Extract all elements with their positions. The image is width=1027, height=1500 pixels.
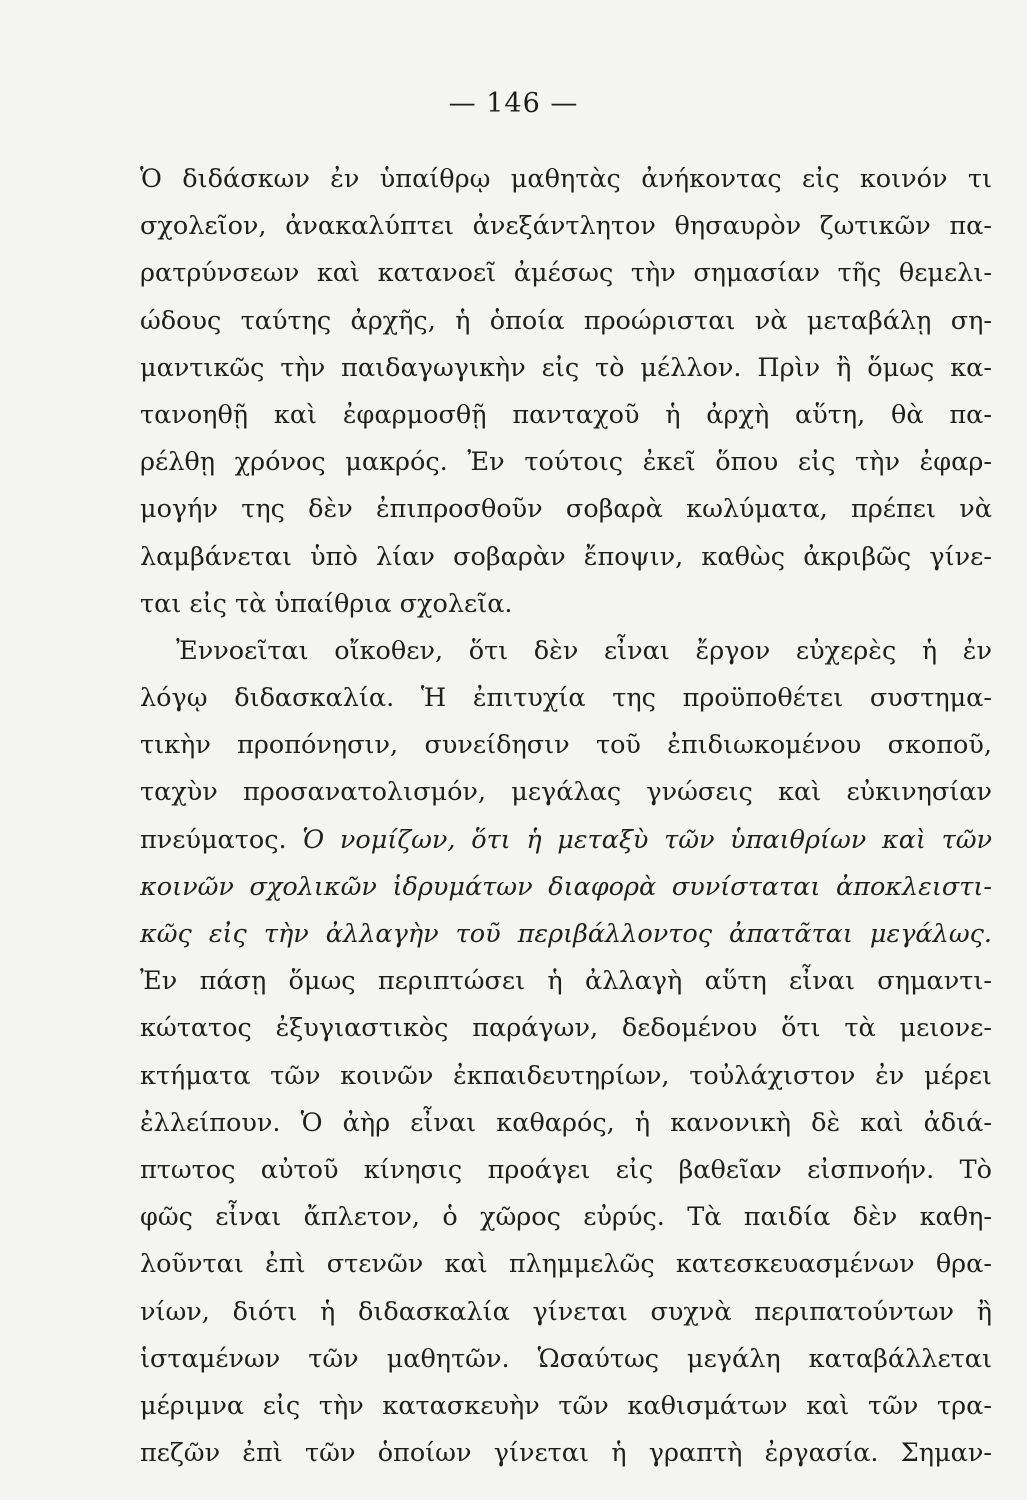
text-line: πνεύματος. Ὁ νομίζων, ὅτι ἡ μεταξὺ τῶν ὑπαιθρίων καὶ τῶν xyxy=(140,824,992,855)
text-line: Ἐννοεῖται οἴκοθεν, ὅτι δὲν εἶναι ἔργον εὐχερὲς ἡ ἐν xyxy=(176,635,992,666)
text-line: Ἐν πάσῃ ὅμως περιπτώσει ἡ ἀλλαγὴ αὕτη εἶναι σημαντι- xyxy=(140,966,992,997)
text-line: πεζῶν ἐπὶ τῶν ὁποίων γίνεται ἡ γραπτὴ ἐργασία. Σημαν- xyxy=(140,1438,992,1469)
text-line: κώτατος ἐξυγιαστικὸς παράγων, δεδομένου ὅτι τὰ μειονε- xyxy=(140,1013,992,1044)
text-line: ἐλλείπουν. Ὁ ἀὴρ εἶναι καθαρός, ἡ κανονικὴ δὲ καὶ ἀδιά- xyxy=(140,1107,992,1138)
text-line: ται εἰς τὰ ὑπαίθρια σχολεῖα. xyxy=(140,588,513,619)
text-line: μαντικῶς τὴν παιδαγωγικὴν εἰς τὸ μέλλον. Πρὶν ἢ ὅμως κα- xyxy=(140,352,992,383)
text-line: ταχὺν προσανατολισμόν, μεγάλας γνώσεις καὶ εὐκινησίαν xyxy=(140,777,992,808)
text-line: τανοηθῇ καὶ ἐφαρμοσθῇ πανταχοῦ ἡ ἀρχὴ αὕτη, θὰ πα- xyxy=(140,399,992,430)
text-line: νίων, διότι ἡ διδασκαλία γίνεται συχνὰ περιπατούντων ἢ xyxy=(140,1296,992,1327)
text-line: λοῦνται ἐπὶ στενῶν καὶ πλημμελῶς κατεσκευασμένων θρα- xyxy=(140,1249,992,1280)
text-line: ρατρύνσεων καὶ κατανοεῖ ἀμέσως τὴν σημασίαν τῆς θεμελι- xyxy=(140,258,992,289)
text-line: ἱσταμένων τῶν μαθητῶν. Ὡσαύτως μεγάλη καταβάλλεται xyxy=(140,1343,992,1374)
page-number: — 146 — xyxy=(448,88,579,119)
body-text xyxy=(140,156,992,1477)
text-line: μογήν της δὲν ἐπιπροσθοῦν σοβαρὰ κωλύματα, πρέπει νὰ xyxy=(140,494,992,525)
text-line: ρέλθῃ χρόνος μακρός. Ἐν τούτοις ἐκεῖ ὅπου εἰς τὴν ἐφαρ- xyxy=(140,447,992,478)
text-line: κῶς εἰς τὴν ἀλλαγὴν τοῦ περιβάλλοντος ἀπατᾶται μεγάλως. xyxy=(140,919,992,949)
text-line: σχολεῖον, ἀνακαλύπτει ἀνεξάντλητον θησαυρὸν ζωτικῶν πα- xyxy=(140,211,992,242)
text-line: ώδους ταύτης ἀρχῆς, ἡ ὁποία προώρισται νὰ μεταβάλῃ ση- xyxy=(140,305,992,336)
text-line: πτωτος αὐτοῦ κίνησις προάγει εἰς βαθεῖαν εἰσπνοήν. Τὸ xyxy=(140,1154,992,1185)
text-line: τικὴν προπόνησιν, συνείδησιν τοῦ ἐπιδιωκομένου σκοποῦ, xyxy=(140,730,992,761)
text-line: μέριμνα εἰς τὴν κατασκευὴν τῶν καθισμάτων καὶ τῶν τρα- xyxy=(140,1390,992,1421)
text-line: λόγῳ διδασκαλία. Ἡ ἐπιτυχία της προϋποθέτει συστημα- xyxy=(140,683,992,714)
text-line: κοινῶν σχολικῶν ἱδρυμάτων διαφορὰ συνίσταται ἀποκλειστι- xyxy=(140,871,992,902)
text-line: λαμβάνεται ὑπὸ λίαν σοβαρὰν ἔποψιν, καθὼς ἀκριβῶς γίνε- xyxy=(140,541,992,572)
text-line: φῶς εἶναι ἄπλετον, ὁ χῶρος εὐρύς. Τὰ παιδία δὲν καθη- xyxy=(140,1202,992,1233)
text-line: Ὁ διδάσκων ἐν ὑπαίθρῳ μαθητὰς ἀνήκοντας εἰς κοινόν τι xyxy=(140,164,992,194)
text-line: κτήματα τῶν κοινῶν ἐκπαιδευτηρίων, τοὐλάχιστον ἐν μέρει xyxy=(140,1060,992,1091)
